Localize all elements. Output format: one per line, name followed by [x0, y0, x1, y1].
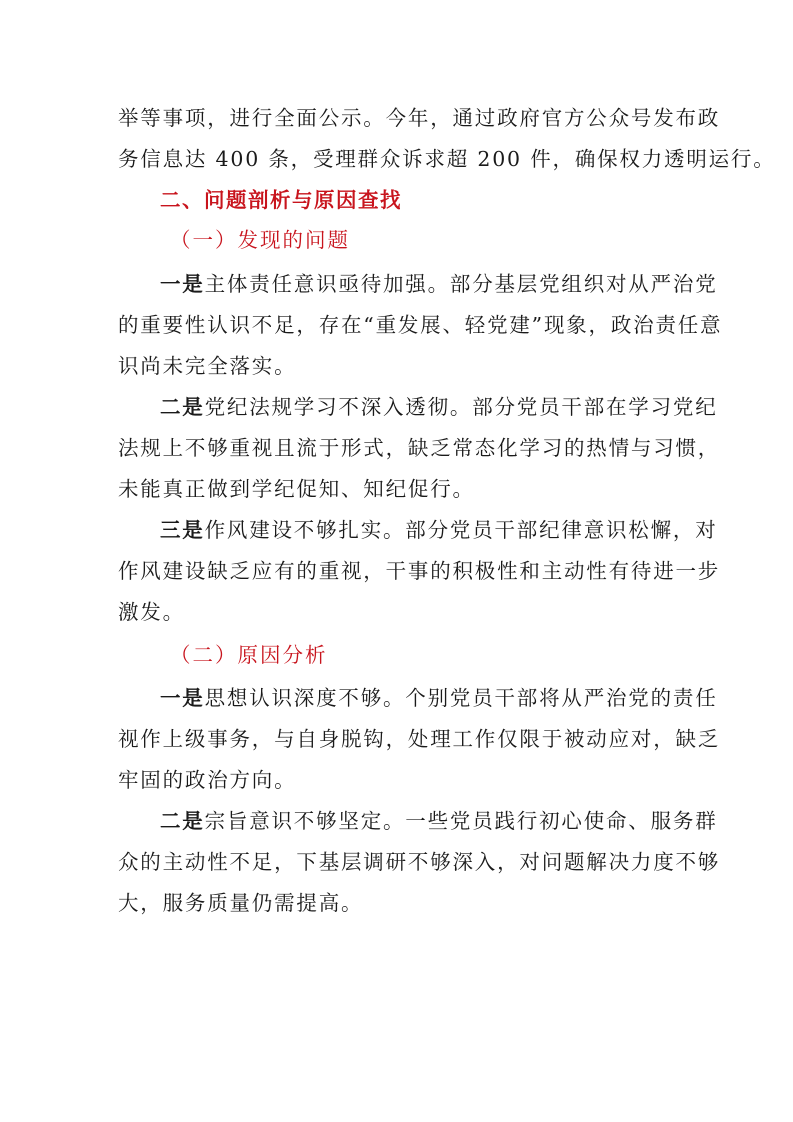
- paragraph-lead: 二是: [160, 809, 205, 833]
- paragraph-line: 三是作风建设不够扎实。部分党员干部纪律意识松懈，对: [160, 518, 718, 542]
- paragraph-line: 二是党纪法规学习不深入透彻。部分党员干部在学习党纪: [160, 395, 718, 419]
- paragraph-line: 识尚未完全落实。: [118, 354, 297, 378]
- paragraph-line: 一是主体责任意识亟待加强。部分基层党组织对从严治党: [160, 272, 718, 296]
- paragraph-line: 激发。: [118, 600, 185, 624]
- paragraph-line: 举等事项，进行全面公示。今年，通过政府官方公众号发布政: [118, 106, 721, 130]
- paragraph-line: 一是思想认识深度不够。个别党员干部将从严治党的责任: [160, 686, 718, 710]
- paragraph-line: 法规上不够重视且流于形式，缺乏常态化学习的热情与习惯，: [118, 436, 721, 460]
- paragraph-line: 大，服务质量仍需提高。: [118, 891, 364, 915]
- subsection-heading: （二）原因分析: [170, 643, 328, 667]
- paragraph-lead: 三是: [160, 518, 205, 542]
- section-heading: 二、问题剖析与原因查找: [160, 188, 402, 212]
- paragraph-lead: 一是: [160, 272, 205, 296]
- paragraph-lead: 一是: [160, 686, 205, 710]
- paragraph-line: 作风建设缺乏应有的重视，干事的积极性和主动性有待进一步: [118, 559, 721, 583]
- paragraph-line: 众的主动性不足，下基层调研不够深入，对问题解决力度不够: [118, 850, 721, 874]
- paragraph-line: 视作上级事务，与自身脱钩，处理工作仅限于被动应对，缺乏: [118, 727, 721, 751]
- paragraph-line: 务信息达 400 条，受理群众诉求超 200 件，确保权力透明运行。: [118, 147, 776, 171]
- paragraph-line: 的重要性认识不足，存在“重发展、轻党建”现象，政治责任意: [118, 313, 723, 337]
- paragraph-line: 牢固的政治方向。: [118, 768, 297, 792]
- subsection-heading: （一）发现的问题: [170, 228, 350, 252]
- paragraph-line: 未能真正做到学纪促知、知纪促行。: [118, 477, 475, 501]
- paragraph-lead: 二是: [160, 395, 205, 419]
- paragraph-line: 二是宗旨意识不够坚定。一些党员践行初心使命、服务群: [160, 809, 718, 833]
